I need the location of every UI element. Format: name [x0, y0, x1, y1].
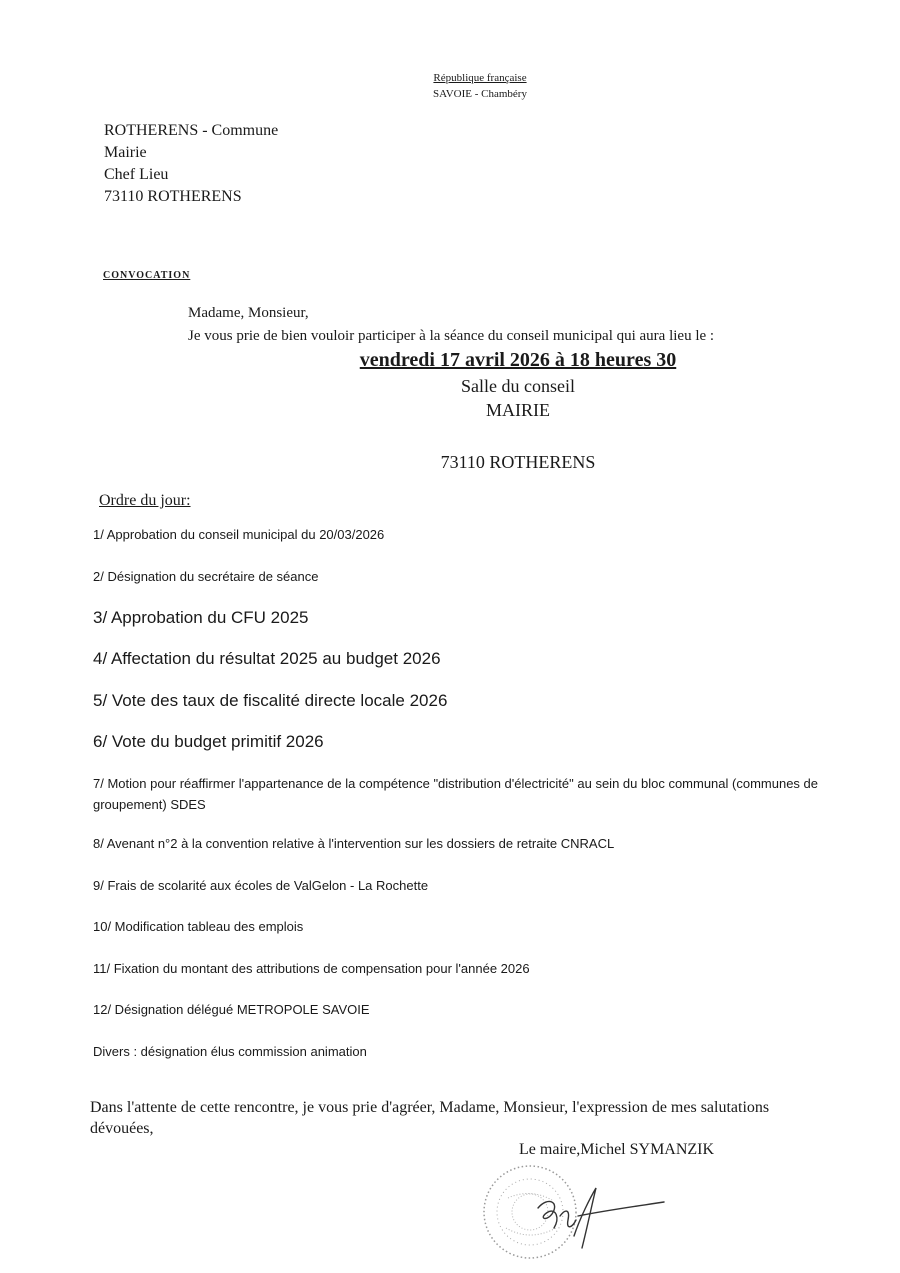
signature-line: Le maire,Michel SYMANZIK [519, 1141, 715, 1158]
handwritten-signature-icon [538, 1188, 664, 1248]
region-label: SAVOIE - Chambéry [433, 88, 527, 100]
meeting-building: MAIRIE [486, 400, 550, 420]
meeting-city: 73110 ROTHERENS [440, 452, 596, 472]
agenda-item: 2/ Désignation du secrétaire de séance [93, 569, 319, 584]
meeting-room: Salle du conseil [461, 376, 575, 396]
agenda-item: 4/ Affectation du résultat 2025 au budget 2026 [93, 649, 441, 668]
sender-line-2: Mairie [104, 144, 147, 161]
meeting-date: vendredi 17 avril 2026 à 18 heures 30 [359, 349, 677, 371]
sender-line-4: 73110 ROTHERENS [104, 188, 242, 205]
salutation: Madame, Monsieur, [188, 305, 309, 321]
agenda-item: 9/ Frais de scolarité aux écoles de ValGelon - La Rochette [93, 878, 429, 893]
agenda-item: 10/ Modification tableau des emplois [93, 919, 304, 934]
agenda-item: 11/ Fixation du montant des attributions de compensation pour l'année 2026 [93, 961, 530, 976]
official-stamp-icon [478, 1158, 678, 1262]
agenda-item: 3/ Approbation du CFU 2025 [93, 608, 309, 627]
agenda-item: 7/ Motion pour réaffirmer l'appartenance de la compétence "distribution d'électricité" au sein du bloc communal (communes de groupement) SDES [93, 776, 818, 812]
closing-text: Dans l'attente de cette rencontre, je vous prie d'agréer, Madame, Monsieur, l'expression de mes salutations dévouées, [90, 1099, 770, 1137]
sender-line-3: Chef Lieu [104, 166, 169, 183]
agenda-item: 6/ Vote du budget primitif 2026 [93, 732, 324, 751]
agenda-item: 1/ Approbation du conseil municipal du 20/03/2026 [93, 527, 385, 542]
agenda-item: 12/ Désignation délégué METROPOLE SAVOIE [93, 1002, 370, 1017]
agenda-title: Ordre du jour: [99, 492, 191, 509]
agenda-item: Divers : désignation élus commission animation [93, 1044, 367, 1059]
invitation-text: Je vous prie de bien vouloir participer à la séance du conseil municipal qui aura lieu le : [188, 328, 715, 344]
republique-label: République française [433, 72, 527, 84]
agenda-item: 5/ Vote des taux de fiscalité directe locale 2026 [93, 691, 448, 710]
agenda-item: 8/ Avenant n°2 à la convention relative à l'intervention sur les dossiers de retraite CNRACL [93, 836, 615, 851]
sender-line-1: ROTHERENS - Commune [104, 122, 279, 139]
convocation-title: CONVOCATION [103, 270, 191, 281]
